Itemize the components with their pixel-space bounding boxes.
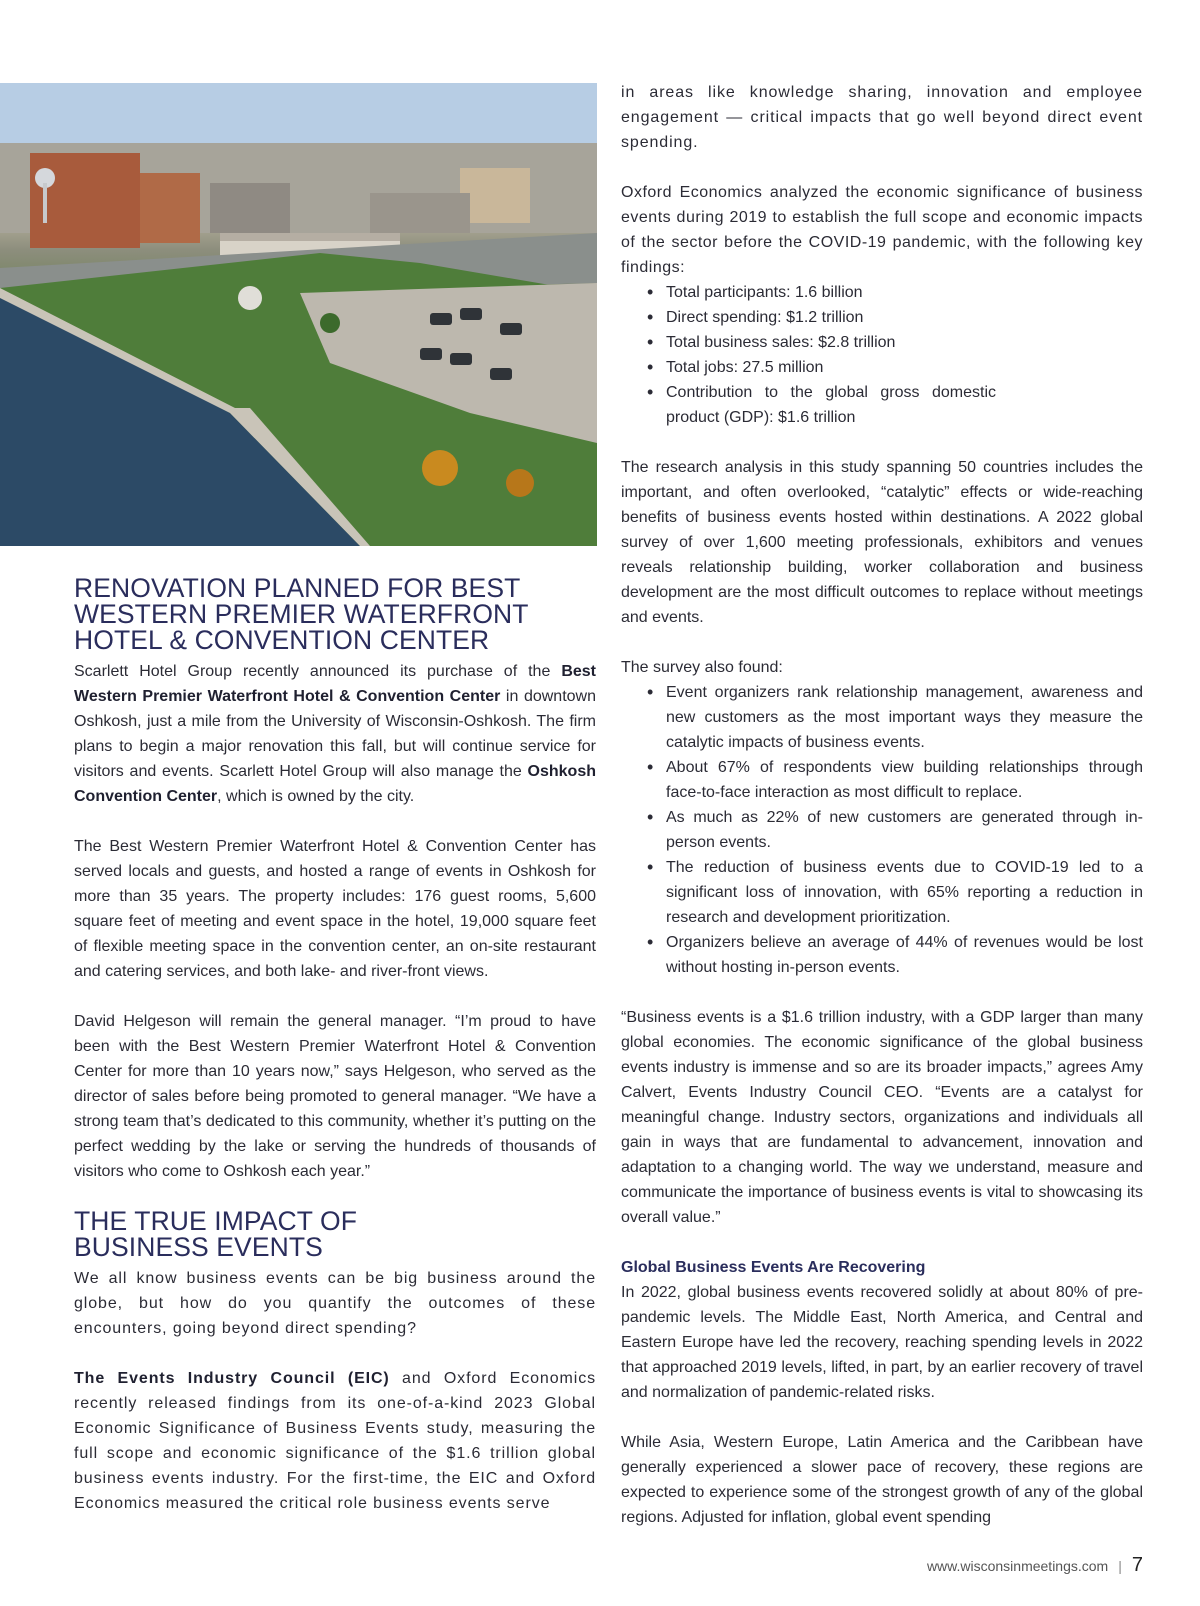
calvert-quote-paragraph: “Business events is a $1.6 trillion industry, with a GDP larger than many global economies. The economic significance of the global business events industry is immense and so are its broader impacts,” agrees Amy Calvert, Events Industry Council CEO. “Events are a catalyst for meaningful change. Industry sectors, organizations and individuals all gain in ways that are fundamental to advancement, innovation and adaptation to a changing world. The way we understand, measure and communicate the importance of business events is vital to showcasing its overall value.” [621,1009,1143,1226]
headline-line: HOTEL & CONVENTION CENTER [74,625,490,655]
list-item: • Direct spending: $1.2 trillion [644,305,1143,330]
text-run: Scarlett Hotel Group recently announced its purchase of the [74,663,562,680]
key-findings-list [621,280,1143,430]
text-run: , which is owned by the city. [217,788,415,805]
renovation-paragraph-2: The Best Western Premier Waterfront Hotel & Convention Center has served locals and guests, and hosted a range of events in Oshkosh for more than 35 years. The property includes: 176 guest rooms, 5,600 square feet of meeting and event space in the hotel, 19,000 square feet of flexible meeting space in the convention center, an on-site restaurant and catering services, and both lake- and river-front views. [74,838,596,980]
text-run: and Oxford Economics recently released findings from its one-of-a-kind 2023 Global Economic Significance of Business Events study, measuring the full scope and economic significance of the $1.6 trillion global business events industry. For the first-time, the EIC and Oxford Economics measured the critical role business events serve [74,1370,596,1512]
list-item: • Total participants: 1.6 billion [644,280,1143,305]
recovery-paragraph-1: In 2022, global business events recovered solidly at about 80% of pre-pandemic levels. The Middle East, North America, and Central and Eastern Europe have led the recovery, reaching spending levels in 2022 that approached 2019 levels, lifted, in part, by an earlier recovery of travel and normalization of pandemic-related risks. [621,1284,1143,1401]
page-number: 7 [1131,1554,1143,1576]
list-item: • Contribution to the global gross domestic product (GDP): $1.6 trillion [644,380,996,430]
aerial-waterfront-photo-icon [0,83,597,546]
oxford-paragraph: Oxford Economics analyzed the economic significance of business events during 2019 to establish the full scope and economic impacts of the sector before the COVID-19 pandemic, with the following key findings: [621,184,1143,276]
list-item: • Total business sales: $2.8 trillion [644,330,1143,355]
recovery-paragraph-2: While Asia, Western Europe, Latin America and the Caribbean have generally experienced a slower pace of recovery, these regions are expected to experience some of the strongest growth of any of the global regions. Adjusted for inflation, global event spending [621,1434,1143,1526]
page-footer [927,1554,1143,1577]
list-item: • Total jobs: 27.5 million [644,355,1143,380]
headline-line: RENOVATION PLANNED FOR BEST [74,573,521,603]
list-item: • About 67% of respondents view building relationships through face-to-face interaction as most difficult to replace. [644,755,1143,805]
continued-paragraph: in areas like knowledge sharing, innovation and employee engagement — critical impacts that go well beyond direct event spending. [621,84,1143,151]
renovation-headline [74,575,596,653]
list-item: • Event organizers rank relationship management, awareness and new customers as the most important ways they measure the catalytic impacts of business events. [644,680,1143,755]
survey-intro: The survey also found: [621,659,783,676]
recovery-subheading: Global Business Events Are Recovering [621,1259,926,1276]
hotel-name: Best Western Premier Waterfront Hotel & Convention Center [74,663,596,705]
aerial-waterfront-photo [0,83,597,546]
right-column [621,80,1143,1530]
impact-paragraph-2 [74,1366,596,1516]
survey-list [621,680,1143,980]
list-item: • The reduction of business events due to COVID-19 led to a significant loss of innovation, with 65% reporting a reduction in research and development prioritization. [644,855,1143,930]
footer-url[interactable]: www.wisconsinmeetings.com [926,1557,1109,1574]
headline-line: THE TRUE IMPACT OF [74,1206,358,1236]
renovation-paragraph-3: David Helgeson will remain the general manager. “I’m proud to have been with the Best Western Premier Waterfront Hotel & Convention Center for more than 10 years now,” says Helgeson, who served as the director of sales before being promoted to general manager. “We have a strong team that’s dedicated to this community, whether it’s putting on the perfect wedding by the lake or serving the hundreds of thousands of visitors who come to Oshkosh each year.” [74,1013,596,1180]
impact-headline [74,1208,596,1260]
text-run: in downtown Oshkosh, just a mile from the University of Wisconsin-Oshkosh. The firm plans to begin a major renovation this fall, but will continue service for visitors and events. Scarlett Hotel Group will also manage the [74,688,596,780]
research-paragraph: The research analysis in this study spanning 50 countries includes the important, and often overlooked, “catalytic” effects or wide-reaching benefits of business events hosted within destinations. A 2022 global survey of over 1,600 meeting professionals, exhibitors and venues reveals relationship building, worker collaboration and business development are the most difficult outcomes to replace without meetings and events. [621,459,1143,626]
renovation-paragraph-1 [74,659,596,809]
footer-separator: | [1118,1557,1122,1574]
headline-line: WESTERN PREMIER WATERFRONT [74,599,529,629]
list-item: • Organizers believe an average of 44% of revenues would be lost without hosting in-person events. [644,930,1143,980]
eic-name: The Events Industry Council (EIC) [74,1370,390,1387]
left-column [74,575,596,1516]
headline-line: BUSINESS EVENTS [74,1232,323,1262]
impact-paragraph-1: We all know business events can be big business around the globe, but how do you quantify the outcomes of these encounters, going beyond direct spending? [74,1270,596,1337]
convention-center-name: Oshkosh Convention Center [74,763,596,805]
list-item: • As much as 22% of new customers are generated through in-person events. [644,805,1143,855]
